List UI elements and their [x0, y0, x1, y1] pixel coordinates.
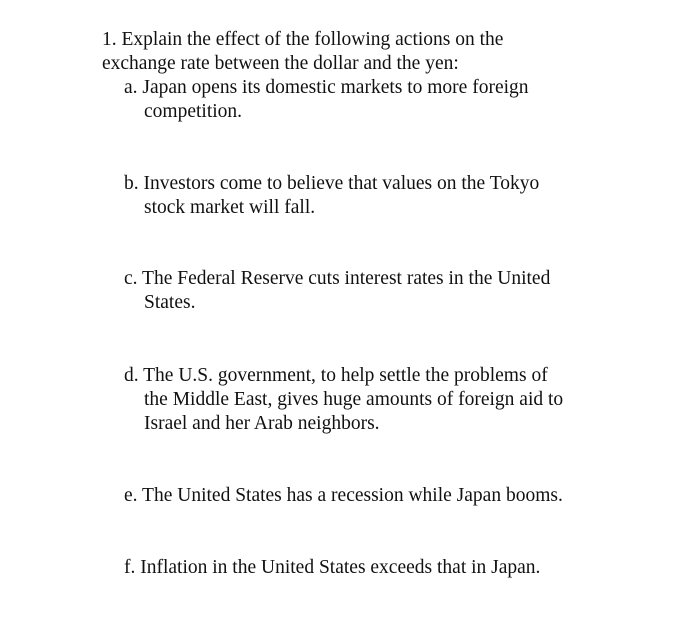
item-f-line-1: f. Inflation in the United States exceeds that in Japan.: [124, 557, 541, 578]
item-c-line-1: c. The Federal Reserve cuts interest rates in the United: [124, 268, 551, 289]
item-b-line-2: stock market will fall.: [144, 197, 316, 218]
item-d-line-1: d. The U.S. government, to help settle the problems of: [124, 365, 548, 386]
item-c-line-2: States.: [144, 292, 196, 313]
item-d-line-2: the Middle East, gives huge amounts of foreign aid to: [144, 389, 564, 410]
question-text-line-2: exchange rate between the dollar and the yen:: [102, 53, 459, 74]
item-a-line-1: a. Japan opens its domestic markets to more foreign: [124, 77, 529, 98]
item-b-line-1: b. Investors come to believe that values on the Tokyo: [124, 173, 540, 194]
item-d-line-3: Israel and her Arab neighbors.: [144, 413, 380, 434]
item-a-line-2: competition.: [144, 101, 243, 122]
question-text-line-1: 1. Explain the effect of the following actions on the: [102, 29, 504, 50]
item-e-line-1: e. The United States has a recession while Japan booms.: [124, 485, 563, 506]
